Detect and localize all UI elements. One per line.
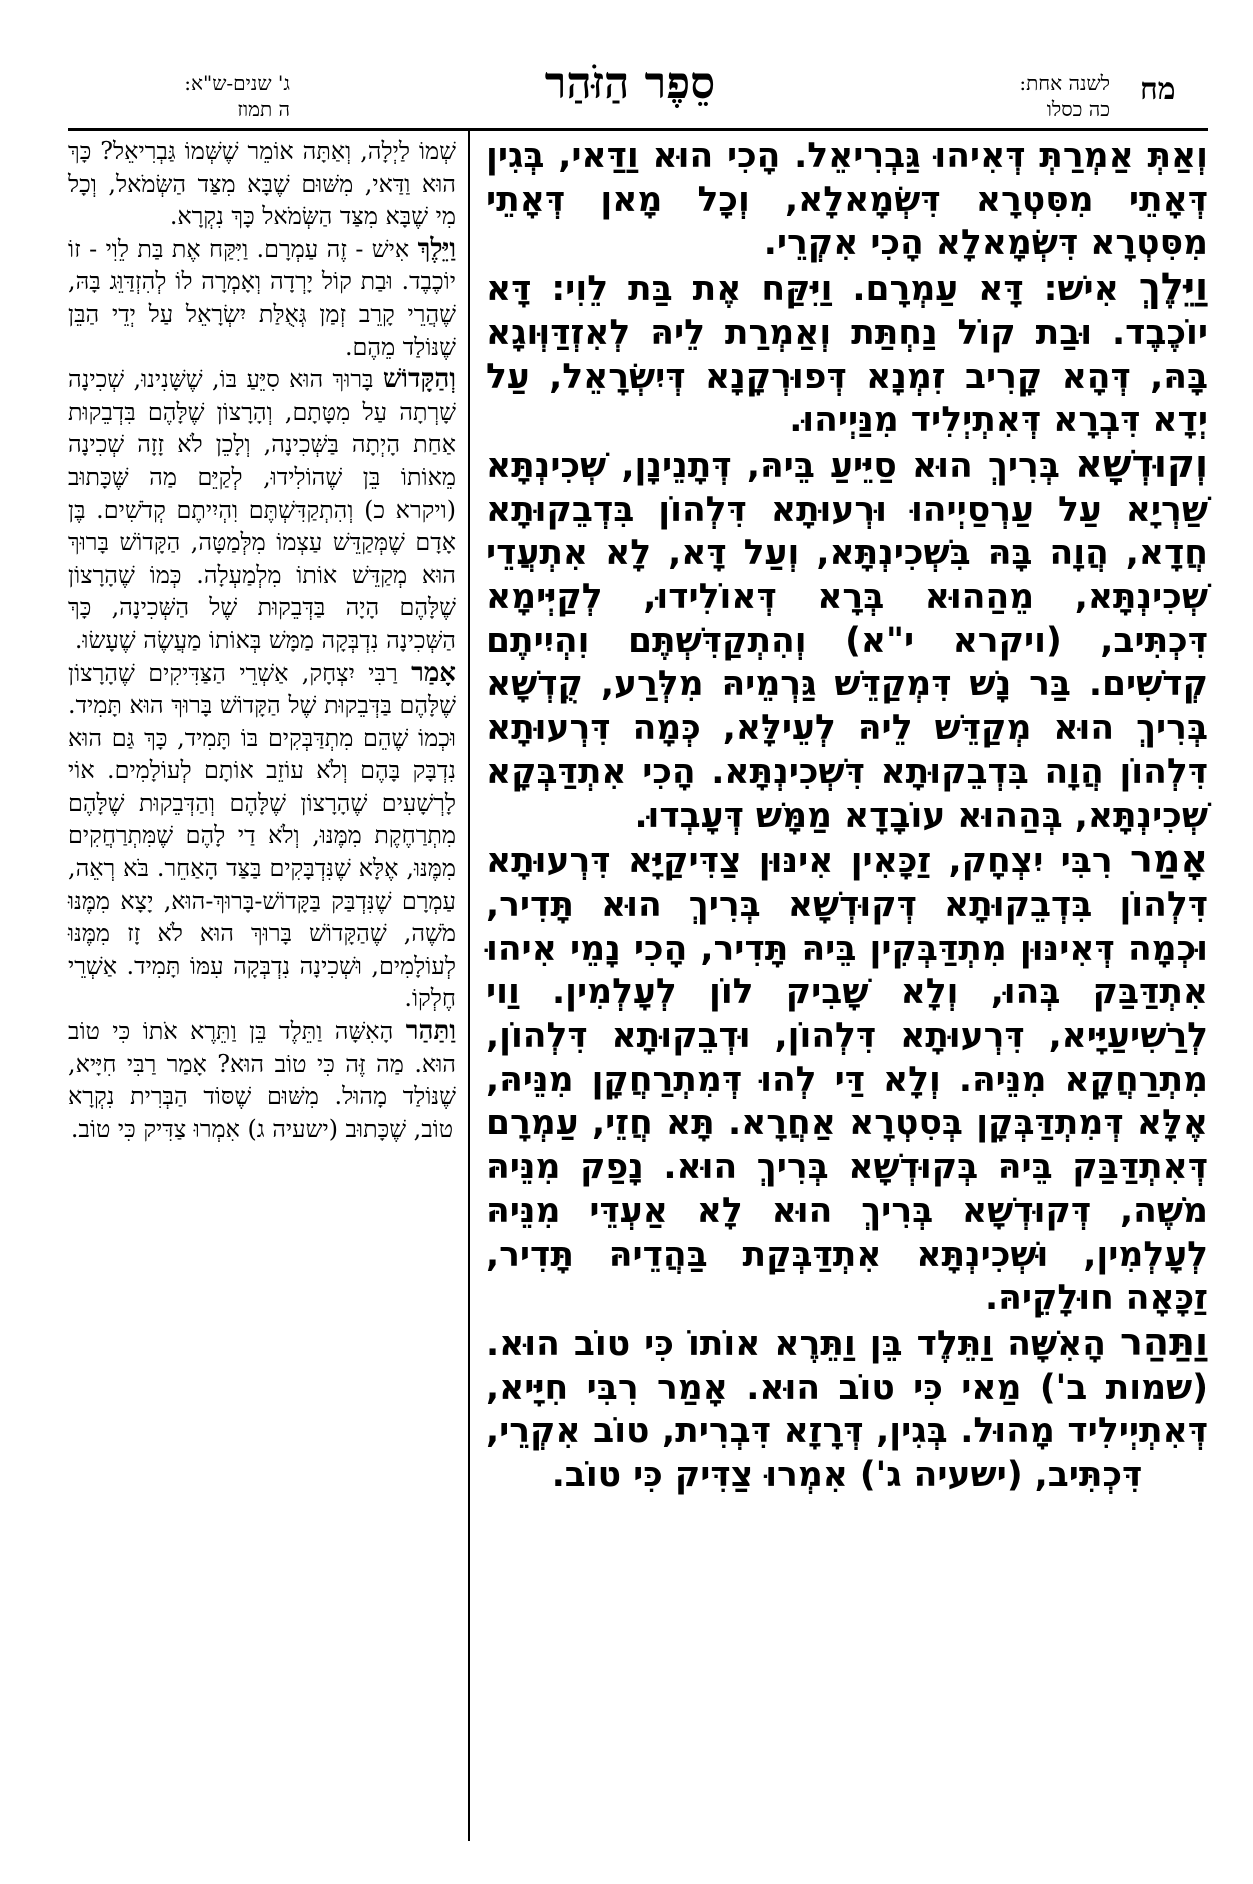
side-paragraph-lead: וְהַקָּדוֹשׁ — [382, 364, 456, 395]
hebrew-translation-column — [68, 135, 456, 1145]
main-paragraph-text: וְאַתְּ אַמְרַתְּ דְּאִיהוּ גַּבְרִיאֵל. הָכִי הוּא וַדַּאי, בְּגִין דְּאָתֵי מִסִּטְרָא דִּשְׂמָאלָא, וְכָל מָאן דְּאָתֵי מִסִּטְרָא דִּשְׂמָאלָא הָכִי אִקְרֵי. — [486, 136, 1208, 264]
side-paragraph-lead: וַיֵּלֶךְ — [417, 233, 456, 264]
side-paragraph — [68, 363, 456, 656]
main-paragraph — [486, 135, 1208, 266]
main-paragraph — [486, 838, 1208, 1321]
header-rule — [68, 128, 1208, 131]
side-paragraph-text: הָאִשָּׁה וַתֵּלֶד בֵּן וַתֵּרֶא אֹתוֹ כִּי טוֹב הוּא. מַה זֶּה כִּי טוֹב הוּא? אָמַר רַבִּי חִיָּיא, שֶׁנּוֹלַד מָהוּל. מִשּׁוּם שֶׁסּוֹד הַבְּרִית נִקְרָא טוֹב, שֶׁכָּתוּב (ישעיה ג) אִמְרוּ צַדִּיק כִּי טוֹב. — [68, 1017, 456, 1143]
schedule-label: לשנה אחת: — [1019, 71, 1110, 95]
page-number: מח — [1140, 72, 1176, 107]
main-paragraph — [486, 443, 1208, 838]
main-paragraph-text: רִבִּי יִצְחָק, זַכָּאִין אִינּוּן צַדִּיקַיָּא דִּרְעוּתָא דִּלְהוֹן בִּדְבֵקוּתָא דְּקוּדְשָׁא בְּרִיךְ הוּא תָּדִיר, וּכְמָה דְּאִינּוּן מִתְדַּבְּקִין בֵּיהּ תָּדִיר, הָכִי נָמֵי אִיהוּ אִתְדַּבַּק בְּהוּ, וְלָא שָׁבִיק לוֹן לְעָלְמִין. וַוי לְרַשִׁיעַיָּיא, דִּרְעוּתָא דִּלְהוֹן, וּדְבֵקוּתָא דִּלְהוֹן, מִתְרַחֲקָא מִנֵּיהּ. וְלָא דַּי לְהוּ דְּמִתְרַחֲקָן מִנֵּיהּ, אֶלָּא דְּמִתְדַּבְּקָן בְּסִטְרָא אַחֲרָא. תָּא חֲזֵי, עַמְרָם דְּאִתְדַּבַּק בֵּיהּ בְּקוּדְשָׁא בְּרִיךְ הוּא. נָפַק מִנֵּיהּ מֹשֶׁה, דְּקוּדְשָׁא בְּרִיךְ הוּא לָא אַעְדֵּי מִנֵּיהּ לְעָלְמִין, וּשְׁכִינְתָּא אִתְדַּבְּקַת בַּהֲדֵיהּ תָּדִיר, זַכָּאָה חוּלָקֵיהּ. — [486, 841, 1208, 1319]
main-paragraph-text: אִישׁ: דָּא עַמְרָם. וַיִּקַּח אֶת בַּת לֵוִי: דָּא יוֹכֶבֶד. וּבַת קוֹל נַחְתַּת וְאַמְרַת לֵיהּ לְאִזְדַּוְּוגָא בָּהּ, דְּהָא קָרִיב זִמְנָא דְּפוּרְקָנָא דְּיִשְׂרָאֵל, עַל יְדָא דִּבְרָא דְּאִתְיְלִיד מִנַּיְיהוּ. — [486, 269, 1208, 441]
side-paragraph — [68, 233, 456, 363]
side-paragraph-lead: וַתַּהַר — [405, 1016, 456, 1047]
side-paragraph — [68, 657, 456, 1016]
header-schedule-one-year — [950, 70, 1110, 122]
side-paragraph-text: בָּרוּךְ הוּא סִיֵּעַ בּוֹ, שֶׁשָּׁנִינוּ, שְׁכִינָה שָׁרְתָה עַל מִטָּתָם, וְהָרָצוֹן שֶׁלָּהֶם בִּדְבֵקוּת אַחַת הָיְתָה בַּשְּׁכִינָה, וְלָכֵן לֹא זָזָה שְׁכִינָה מֵאוֹתוֹ בֵּן שֶׁהוֹלִידוּ, לְקַיֵּם מַה שֶּׁכָּתוּב (ויקרא כ) וְהִתְקַדִּשְׁתֶּם וִהְיִיתֶם קְדֹשִׁים. בֶּן אָדָם שֶׁמְּקַדֵּשׁ עַצְמוֹ מִלְּמַטָּה, הַקָּדוֹשׁ בָּרוּךְ הוּא מְקַדֵּשׁ אוֹתוֹ מִלְמַעְלָה. כְּמוֹ שֶׁהָרָצוֹן שֶׁלָּהֶם הָיָה בַּדְּבֵקוּת שֶׁל הַשְּׁכִינָה, כָּךְ הַשְּׁכִינָה נִדְבְּקָה מַמָּשׁ בְּאוֹתוֹ מַעֲשֶׂה שֶׁעָשׂוּ. — [68, 365, 456, 654]
schedule-date: כה כסלו — [1046, 97, 1110, 121]
main-paragraph-text: בְּרִיךְ הוּא סַיֵּיעַ בֵּיהּ, דְּתָנֵינָן, שְׁכִינְתָּא שַׁרְיָא עַל עַרְסַיְיהוּ וּרְעוּתָא דִּלְהוֹן בִּדְבֵקוּתָא חֲדָא, הֲוָה בָּהּ בִּשְׁכִינְתָּא, וְעַל דָּא, לָא אִתְעֲדֵי שְׁכִינְתָּא, מֵהַהוּא בְּרָא דְּאוֹלִידוּ, לְקַיְּימָא דִּכְתִּיב, (ויקרא י"א) וְהִתְקַדִּשְׁתֶּם וִהְיִיתֶם קְדֹשִׁים. בַּר נָשׁ דִּמְקַדֵּשׁ גַּרְמֵיהּ מִלְּרַע, קֻדְשָׁא בְּרִיךְ הוּא מְקַדֵּשׁ לֵיהּ לְעֵילָּא, כְּמָה דִּרְעוּתָא דִּלְהוֹן הֲוָה בִּדְבֵקוּתָא דִּשְׁכִינְתָּא. הָכִי אִתְדַּבְּקָא שְׁכִינְתָּא, בְּהַהוּא עוֹבָדָא מַמָּשׁ דְּעָבְדוּ. — [486, 445, 1208, 836]
main-paragraph — [486, 1321, 1208, 1498]
side-paragraph-text: אִישׁ - זֶה עַמְרָם. וַיִּקַּח אֶת בַּת לֵוִי - זוֹ יוֹכֶבֶד. וּבַת קוֹל יָרְדָה וְאָמְרָה לוֹ לְהִזְדַּוֵּג בָּהּ, שֶׁהֲרֵי קָרֵב זְמַן גְּאֻלַּת יִשְׂרָאֵל עַל יְדֵי הַבֵּן שֶׁנּוֹלַד מֵהֶם. — [68, 234, 456, 361]
main-paragraph-lead: וַיֵּלֶךְ — [1138, 265, 1209, 310]
main-paragraph-text: הָאִשָּׁה וַתֵּלֶד בֵּן וַתֵּרֶא אוֹתוֹ כִּי טוֹב הוּא. (שמות ב') מַאי כִּי טוֹב הוּא. אָמַר רִבִּי חִיָּיא, דְּאִתְיְילִיד מָהוּל. בְּגִין, דְּרָזָא דִּבְרִית, טוֹב אִקְרֵי, דִּכְתִּיב, (ישעיה ג') אִמְרוּ צַדִּיק כִּי טוֹב. — [486, 1323, 1208, 1496]
aramaic-main-column — [486, 135, 1208, 1498]
side-paragraph-lead: אָמַר — [411, 657, 456, 688]
book-title: סֵפֶר הַזֹּהַר — [544, 58, 716, 109]
side-paragraph — [68, 135, 456, 233]
main-paragraph-lead: אָמַר — [1129, 837, 1208, 882]
main-paragraph — [486, 266, 1208, 443]
side-paragraph-text: רַבִּי יִצְחָק, אַשְׁרֵי הַצַּדִּיקִים שֶׁהָרָצוֹן שֶׁלָּהֶם בַּדְּבֵקוּת שֶׁל הַקָּדוֹשׁ בָּרוּךְ הוּא תָּמִיד. וּכְמוֹ שֶׁהֵם מִתְדַּבְּקִים בּוֹ תָּמִיד, כָּךְ גַּם הוּא נִדְבָּק בָּהֶם וְלֹא עוֹזֵב אוֹתָם לְעוֹלָמִים. אוֹי לָרְשָׁעִים שֶׁהָרָצוֹן שֶׁלָּהֶם וְהַדְּבֵקוּת שֶׁלָּהֶם מִתְרַחֶקֶת מִמֶּנּוּ, וְלֹא דַי לָהֶם שֶׁמִּתְרַחֲקִים מִמֶּנּוּ, אֶלָּא שֶׁנִּדְבָּקִים בַּצַּד הָאַחֵר. בֹּא רְאֵה, עַמְרָם שֶׁנִּדְבַּק בַּקָּדוֹשׁ-בָּרוּךְ-הוּא, יָצָא מִמֶּנּוּ מֹשֶׁה, שֶׁהַקָּדוֹשׁ בָּרוּךְ הוּא לֹא זָז מִמֶּנּוּ לְעוֹלָמִים, וּשְׁכִינָה נִדְבְּקָה עִמּוֹ תָּמִיד. אַשְׁרֵי חֶלְקוֹ. — [68, 658, 456, 1013]
main-paragraph-lead: וְקוּדְשָׁא — [1075, 441, 1208, 486]
column-separator — [468, 131, 470, 1841]
main-paragraph-lead: וַתַּהַר — [1120, 1319, 1209, 1364]
header-schedule-three-years — [90, 70, 290, 122]
side-paragraph — [68, 1015, 456, 1145]
schedule-date-3y: ה תמוז — [237, 97, 290, 121]
side-paragraph-text: שְׁמוֹ לַיְלָה, וְאַתָּה אוֹמֵר שֶׁשְּׁמוֹ גַּבְרִיאֵל? כָּךְ הוּא וַדַּאי, מִשּׁוּם שֶׁבָּא מִצַּד הַשְּׂמֹאל, וְכָל מִי שֶׁבָּא מִצַּד הַשְּׂמֹאל כָּךְ נִקְרָא. — [68, 137, 456, 231]
schedule-label-3y: ג' שנים-ש"א: — [184, 71, 290, 95]
